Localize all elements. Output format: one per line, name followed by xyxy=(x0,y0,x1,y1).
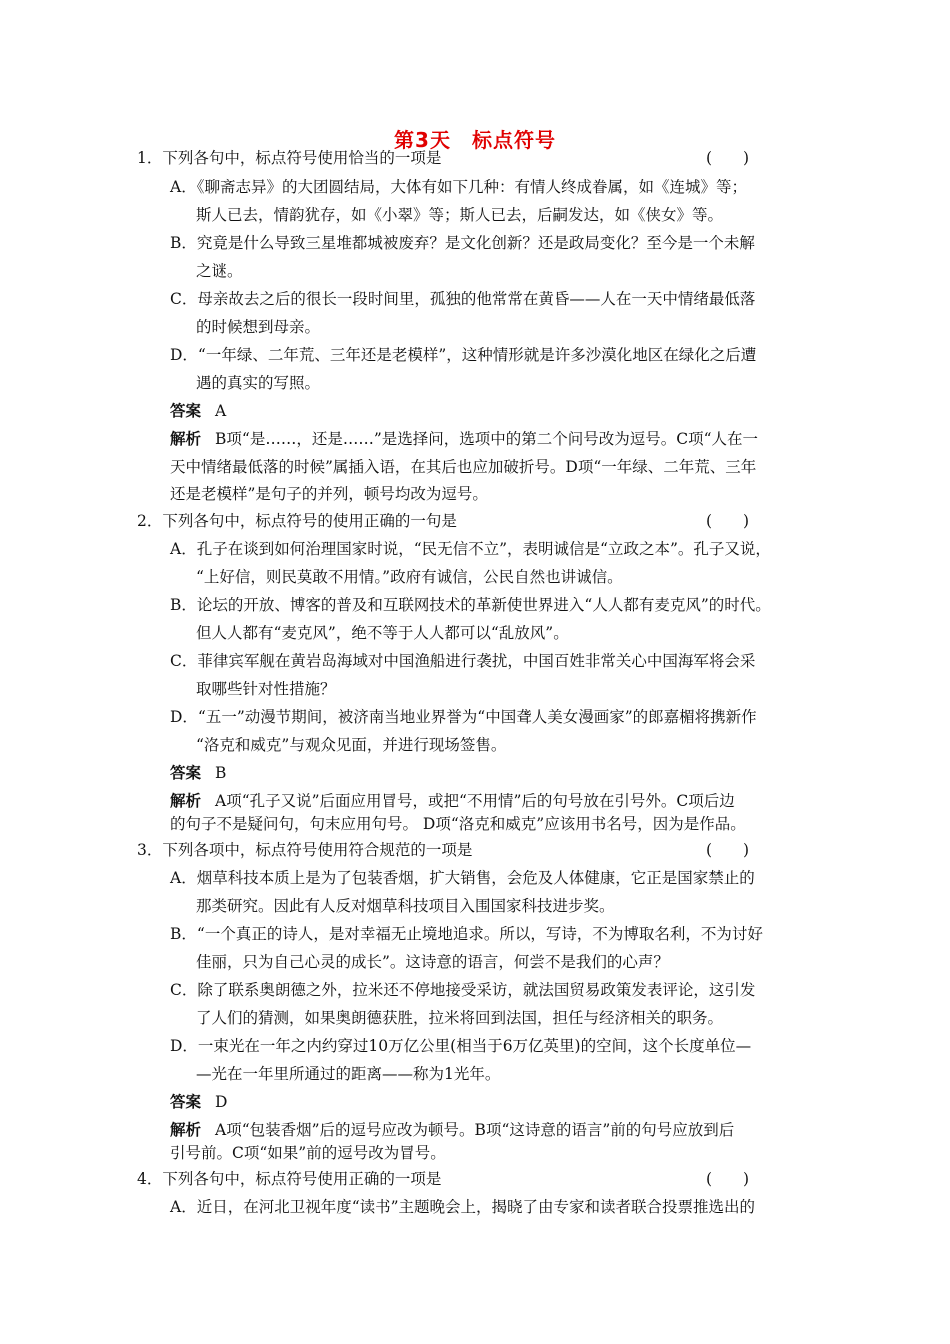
question-2-option-c-cont: 取哪些针对性措施？ xyxy=(196,680,336,698)
analysis-label: 解析 xyxy=(170,1121,202,1139)
question-3-option-c: C．除了联系奥朗德之外，拉米还不停地接受采访，就法国贸易政策发表评论，这引发 xyxy=(170,981,756,999)
answer-label: 答案 xyxy=(170,764,202,782)
question-1-analysis xyxy=(170,428,758,450)
question-2-option-b: B．论坛的开放、博客的普及和互联网技术的革新使世界进入“人人都有麦克风”的时代。 xyxy=(170,596,771,614)
question-3-stem: 3．下列各项中，标点符号使用符合规范的一项是 xyxy=(137,841,473,859)
question-3-option-b: B．“一个真正的诗人，是对幸福无止境地追求。所以，写诗，不为博取名利，不为讨好 xyxy=(170,925,763,943)
analysis-text: B项“是……，还是……”是选择问，选项中的第二个问号改为逗号。C项“人在一 xyxy=(215,430,759,448)
question-2-option-b-cont: 但人人都有“麦克风”，绝不等于人人都可以“乱放风”。 xyxy=(196,624,569,642)
question-1-option-a-cont: 斯人已去，情韵犹存，如《小翠》等；斯人已去，后嗣发达，如《侠女》等。 xyxy=(196,206,724,224)
answer-value: B xyxy=(215,764,227,782)
question-1-option-d: D．“一年绿、二年荒、三年还是老模样”，这种情形就是许多沙漠化地区在绿化之后遭 xyxy=(170,346,757,364)
question-1-analysis-line-2: 天中情绪最低落的时候”属插入语，在其后也应加破折号。D项“一年绿、二年荒、三年 xyxy=(170,458,757,476)
question-3-analysis xyxy=(170,1119,734,1141)
answer-label: 答案 xyxy=(170,1093,202,1111)
question-2-answer xyxy=(170,762,226,784)
question-2-option-d-cont: “洛克和威克”与观众见面，并进行现场签售。 xyxy=(196,736,507,754)
question-3-option-a: A．烟草科技本质上是为了包装香烟，扩大销售，会危及人体健康，它正是国家禁止的 xyxy=(170,869,755,887)
question-2-stem: 2．下列各句中，标点符号的使用正确的一句是 xyxy=(137,512,457,530)
question-3-option-b-cont: 佳丽，只为自己心灵的成长”。这诗意的语言，何尝不是我们的心声？ xyxy=(196,953,669,971)
question-3-analysis-line-2: 引号前。C项“如果”前的逗号改为冒号。 xyxy=(170,1144,446,1162)
analysis-text: A项“孔子又说”后面应用冒号，或把“不用情”后的句号放在引号外。C项后边 xyxy=(215,792,735,810)
question-1-option-c-cont: 的时候想到母亲。 xyxy=(196,318,321,336)
question-2-option-c: C．菲律宾军舰在黄岩岛海域对中国渔船进行袭扰，中国百姓非常关心中国海军将会采 xyxy=(170,652,756,670)
analysis-label: 解析 xyxy=(170,792,202,810)
answer-value: D xyxy=(215,1093,228,1111)
question-4-stem: 4．下列各句中，标点符号使用正确的一项是 xyxy=(137,1170,442,1188)
answer-label: 答案 xyxy=(170,402,202,420)
analysis-label: 解析 xyxy=(170,430,202,448)
analysis-text: A项“包装香烟”后的逗号应改为顿号。B项“这诗意的语言”前的句号应放到后 xyxy=(215,1121,735,1139)
question-2-option-a-cont: “上好信，则民莫敢不用情。”政府有诚信，公民自然也讲诚信。 xyxy=(196,568,623,586)
question-3-option-d-cont: —光在一年里所通过的距离——称为1光年。 xyxy=(196,1065,501,1083)
question-1-analysis-line-3: 还是老模样”是句子的并列，顿号均改为逗号。 xyxy=(170,485,488,503)
question-1-stem: 1．下列各句中，标点符号使用恰当的一项是 xyxy=(137,149,442,167)
question-3-option-a-cont: 那类研究。因此有人反对烟草科技项目入围国家科技进步奖。 xyxy=(196,897,615,915)
question-4-answer-blank: ( ) xyxy=(706,1170,750,1188)
question-3-option-c-cont: 了人们的猜测，如果奥朗德获胜，拉米将回到法国，担任与经济相关的职务。 xyxy=(196,1009,724,1027)
question-1-option-d-cont: 遇的真实的写照。 xyxy=(196,374,321,392)
question-2-option-a: A．孔子在谈到如何治理国家时说，“民无信不立”，表明诚信是“立政之本”。孔子又说， xyxy=(170,540,771,558)
answer-value: A xyxy=(215,402,227,420)
question-1-option-a: A．《聊斋志异》的大团圆结局，大体有如下几种：有情人终成眷属，如《连城》等； xyxy=(170,178,747,196)
question-1-option-b: B．究竟是什么导致三星堆都城被废弃？是文化创新？还是政局变化？至今是一个未解 xyxy=(170,234,755,252)
page-title: 第3天 标点符号 xyxy=(394,128,556,152)
question-3-answer xyxy=(170,1091,227,1113)
question-3-option-d: D．一束光在一年之内约穿过10万亿公里(相当于6万亿英里)的空间，这个长度单位— xyxy=(170,1037,752,1055)
question-2-analysis-line-2: 的句子不是疑问句，句末应用句号。 D项“洛克和威克”应该用书名号，因为是作品。 xyxy=(170,815,746,833)
question-2-analysis xyxy=(170,790,735,812)
question-1-option-b-cont: 之谜。 xyxy=(196,262,243,280)
question-2-option-d: D．“五一”动漫节期间，被济南当地业界誉为“中国聋人美女漫画家”的郎嘉楣将携新作 xyxy=(170,708,757,726)
question-2-answer-blank: ( ) xyxy=(706,512,750,530)
question-3-answer-blank: ( ) xyxy=(706,841,750,859)
question-1-answer-blank: ( ) xyxy=(706,149,750,167)
question-1-answer xyxy=(170,400,226,422)
question-1-option-c: C．母亲故去之后的很长一段时间里，孤独的他常常在黄昏——人在一天中情绪最低落 xyxy=(170,290,756,308)
question-4-option-a: A．近日，在河北卫视年度“读书”主题晚会上，揭晓了由专家和读者联合投票推选出的 xyxy=(170,1198,756,1216)
